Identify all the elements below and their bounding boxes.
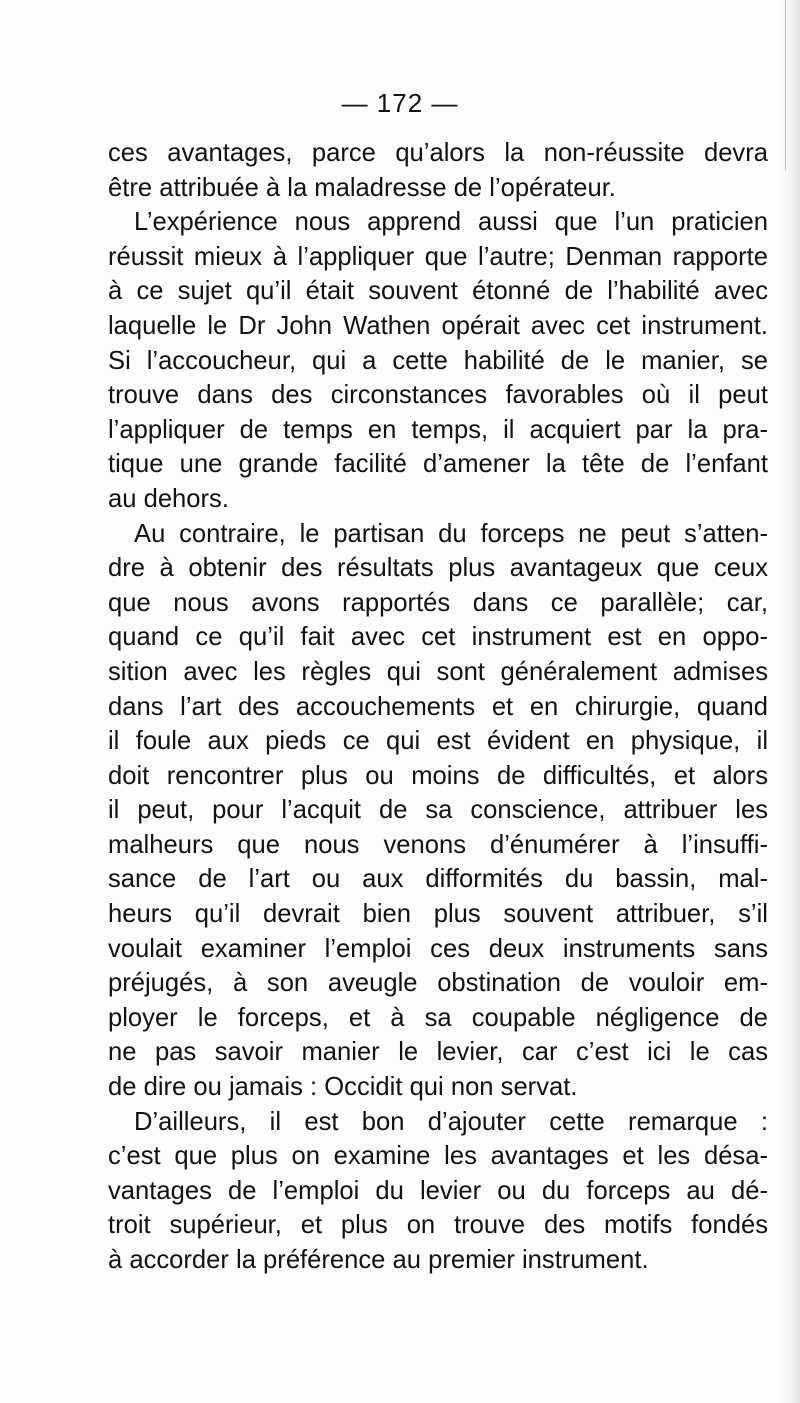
text-line: c’est que plus on examine les avantages et les désa-: [108, 1142, 768, 1171]
text-line: dans l’art des accouchements et en chirurgie, quand: [108, 692, 768, 721]
text-line: il peut, pour l’acquit de sa conscience, attribuer les: [108, 796, 768, 825]
text-line: Si l’accoucheur, qui a cette habilité de le manier, se: [108, 346, 768, 375]
text-line: doit rencontrer plus ou moins de difficultés, et alors: [108, 761, 768, 790]
text-line: ployer le forceps, et à sa coupable négligence de: [108, 1003, 768, 1032]
text-line: que nous avons rapportés dans ce parallèle; car,: [108, 588, 768, 617]
page-edge-line: [785, 0, 786, 170]
text-line: troit supérieur, et plus on trouve des motifs fondés: [108, 1211, 768, 1240]
text-line: réussit mieux à l’appliquer que l’autre; Denman rapporte: [108, 242, 768, 271]
text-line: au dehors.: [108, 484, 229, 513]
text-line: de dire ou jamais : Occidit qui non servat.: [108, 1073, 578, 1102]
text-line: sition avec les règles qui sont généralement admises: [108, 657, 768, 686]
text-line: ces avantages, parce qu’alors la non-réussite devra: [108, 139, 768, 167]
page-number: — 172 —: [341, 88, 459, 118]
text-line: Au contraire, le partisan du forceps ne peut s’atten-: [134, 519, 768, 548]
body-text: [108, 136, 768, 1278]
text-line: sance de l’art ou aux difformités du bassin, mal-: [108, 865, 768, 894]
text-line: voulait examiner l’emploi ces deux instruments sans: [108, 934, 768, 963]
text-line: laquelle le Dr John Wathen opérait avec cet instrument.: [108, 311, 768, 340]
text-line: vantages de l’emploi du levier ou du forceps au dé-: [108, 1176, 768, 1205]
text-line: être attribuée à la maladresse de l’opérateur.: [108, 173, 616, 202]
text-line: dre à obtenir des résultats plus avantageux que ceux: [108, 554, 768, 583]
text-line: ne pas savoir manier le levier, car c’est ici le cas: [108, 1038, 768, 1067]
text-line: préjugés, à son aveugle obstination de vouloir em-: [108, 969, 768, 998]
text-line: il foule aux pieds ce qui est évident en physique, il: [108, 727, 768, 756]
text-line: malheurs que nous venons d’énumérer à l’insuffi-: [108, 830, 768, 859]
text-line: à ce sujet qu’il était souvent étonné de l’habilité avec: [108, 277, 768, 306]
text-line: heurs qu’il devrait bien plus souvent attribuer, s’il: [108, 900, 768, 929]
text-line: trouve dans des circonstances favorables où il peut: [108, 381, 768, 410]
text-line: l’appliquer de temps en temps, il acquiert par la pra-: [108, 415, 768, 444]
text-line: D’ailleurs, il est bon d’ajouter cette remarque :: [134, 1107, 768, 1136]
page-edge-shadow: [778, 0, 800, 1403]
text-line: tique une grande facilité d’amener la tête de l’enfant: [108, 450, 768, 479]
text-line: L’expérience nous apprend aussi que l’un praticien: [134, 208, 768, 237]
text-line: quand ce qu’il fait avec cet instrument est en oppo-: [108, 623, 768, 652]
text-line: à accorder la préférence au premier instrument.: [108, 1246, 649, 1274]
